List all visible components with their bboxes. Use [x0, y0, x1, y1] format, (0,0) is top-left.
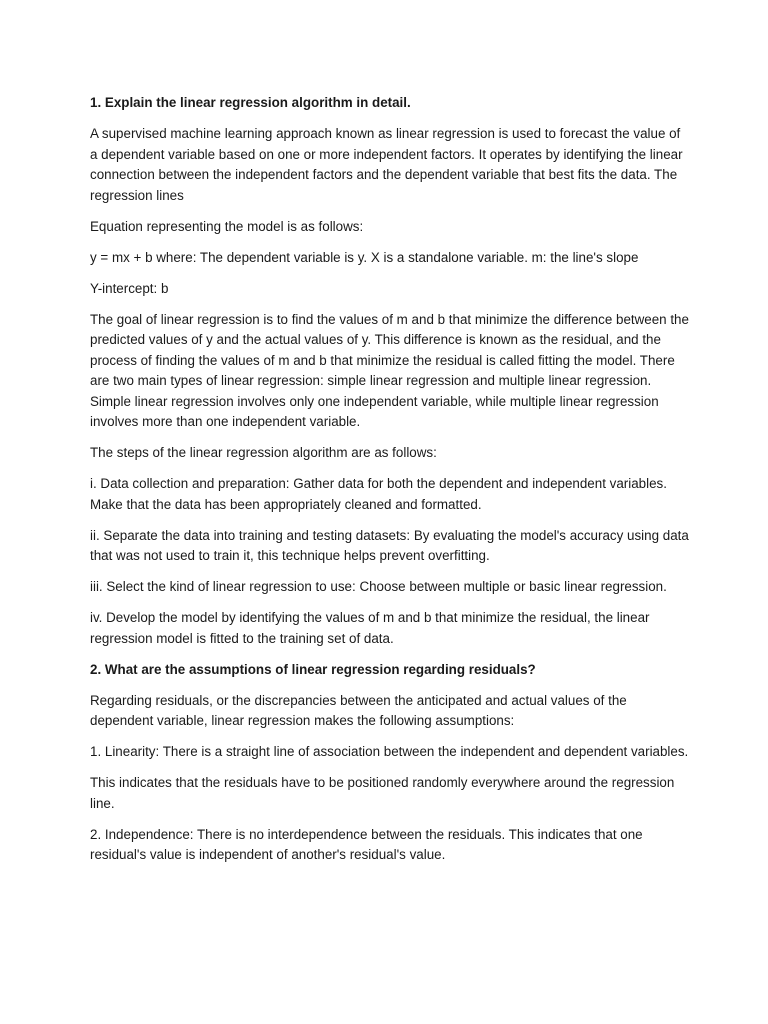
step-i-paragraph: i. Data collection and preparation: Gather data for both the dependent and independent variables. Make that the data has been appropriately cleaned and formatted. [90, 476, 667, 512]
step-ii-paragraph: ii. Separate the data into training and testing datasets: By evaluating the model's accuracy using data that was not used to train it, this technique helps prevent overfitting. [90, 527, 689, 563]
equation-intro-paragraph: Equation representing the model is as follows: [90, 218, 364, 234]
steps-intro-paragraph: The steps of the linear regression algorithm are as follows: [90, 445, 437, 460]
equation-paragraph: y = mx + b where: The dependent variable is y. X is a standalone variable. m: the line's slope [90, 249, 639, 265]
linearity-paragraph: 1. Linearity: There is a straight line of association between the independent and dependent variables. [90, 744, 689, 759]
linearity-explanation-paragraph: This indicates that the residuals have to be positioned randomly everywhere around the regression line. [90, 775, 675, 811]
step-iv-paragraph: iv. Develop the model by identifying the values of m and b that minimize the residual, the linear regression model is fitted to the training set of data. [90, 610, 650, 646]
goal-paragraph: The goal of linear regression is to find the values of m and b that minimize the difference between the predicted values of y and the actual values of y. This difference is known as the residual, and the process of finding the values of m and b that minimize the residual is called fitting the model. There are two main types of linear regression: simple linear regression and multiple linear regression. Simple linear regression involves only one independent variable, while multiple linear regression involves more than one independent variable. [90, 311, 689, 429]
independence-paragraph: 2. Independence: There is no interdependence between the residuals. This indicates that one residual's value is independent of another's residual's value. [90, 826, 643, 862]
intercept-paragraph: Y-intercept: b [90, 280, 169, 296]
question-2-heading: 2. What are the assumptions of linear regression regarding residuals? [90, 661, 536, 677]
step-iii-paragraph: iii. Select the kind of linear regression to use: Choose between multiple or basic linear regression. [90, 579, 667, 594]
residuals-intro-paragraph: Regarding residuals, or the discrepancies between the anticipated and actual values of the dependent variable, linear regression makes the following assumptions: [90, 692, 627, 728]
question-1-heading: 1. Explain the linear regression algorithm in detail. [90, 95, 411, 110]
document-page [90, 93, 690, 876]
linear-regression-intro-paragraph: A supervised machine learning approach known as linear regression is used to forecast the value of a dependent variable based on one or more independent factors. It operates by identifying the linear connection between the independent factors and the dependent variable that best fits the data. The regression lines [90, 126, 683, 203]
